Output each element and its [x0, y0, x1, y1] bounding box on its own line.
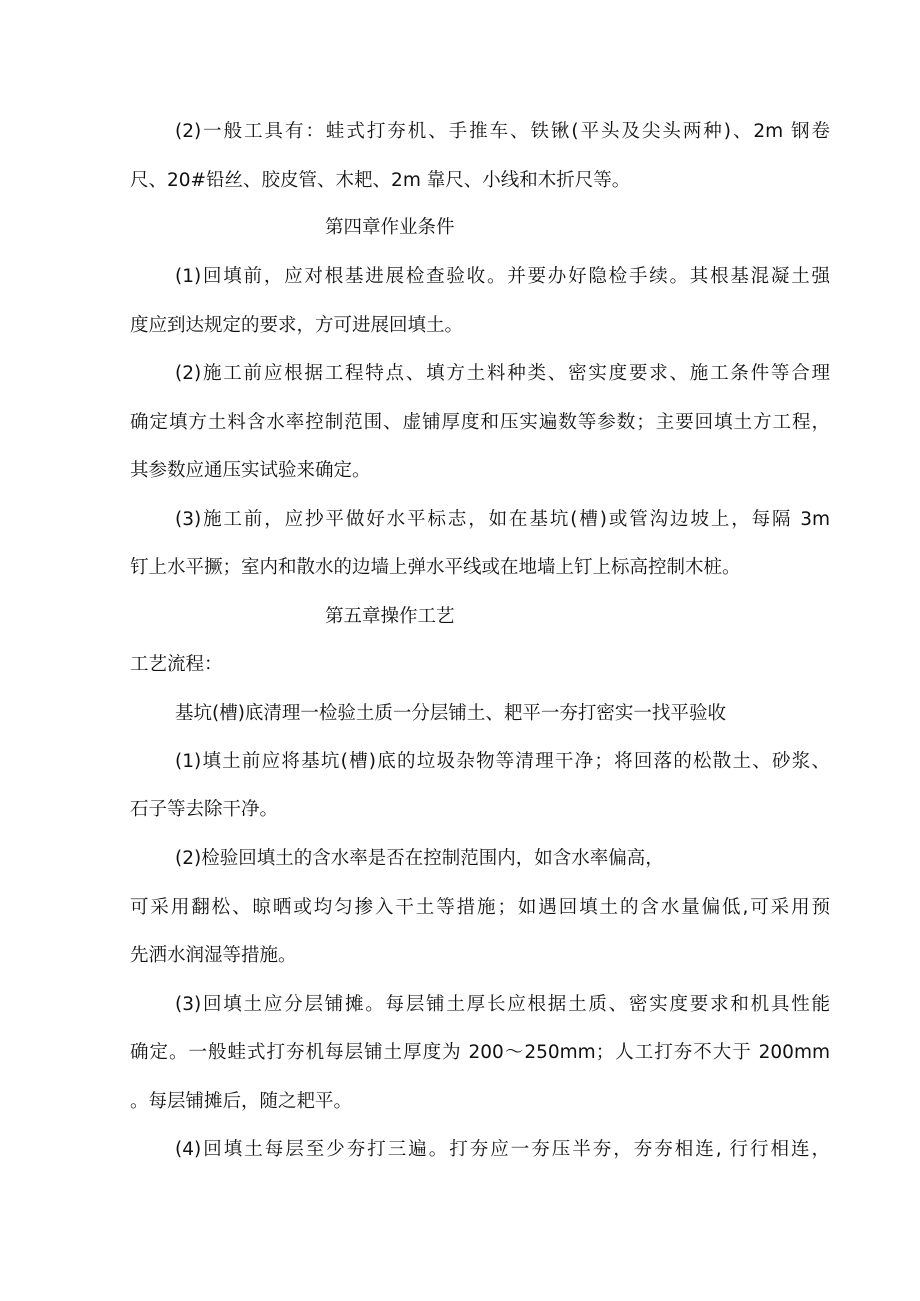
paragraph-line: 钉上水平撅；室内和散水的边墙上弹水平线或在地墙上钉上标高控制木桩。	[130, 557, 741, 578]
paragraph-line: 。每层铺摊后，随之耙平。	[130, 1091, 353, 1112]
paragraph-line: 可采用翻松、晾晒或均匀掺入干土等措施；如遇回填土的含水量偏低,可采用预	[130, 897, 830, 918]
paragraph-line: 确定。一般蛙式打夯机每层铺土厚度为 200～250mm；人工打夯不大于 200mm	[130, 1042, 830, 1063]
paragraph-line: (1)填土前应将基坑(槽)底的垃圾杂物等清理干净；将回落的松散土、砂浆、	[175, 751, 830, 772]
paragraph-line: (3)回填土应分层铺摊。每层铺土厚长应根据土质、密实度要求和机具性能	[175, 994, 830, 1015]
paragraph-line: 度应到达规定的要求，方可进展回填土。	[130, 315, 464, 336]
section-label: 工艺流程：	[130, 654, 223, 675]
paragraph-line: 尺、20#铅丝、胶皮管、木耙、2m 靠尺、小线和木折尺等。	[130, 170, 631, 191]
paragraph-line: (4)回填土每层至少夯打三遍。打夯应一夯压半夯，夯夯相连, 行行相连，	[175, 1139, 830, 1160]
paragraph-line: (2)施工前应根据工程特点、填方土料种类、密实度要求、施工条件等合理	[175, 363, 830, 384]
paragraph-line: 其参数应通压实试验来确定。	[130, 460, 371, 481]
chapter-heading: 第四章作业条件	[325, 217, 455, 238]
paragraph-line: (2)一般工具有：蛙式打夯机、手推车、铁锹(平头及尖头两种)、2m 钢卷	[175, 121, 830, 142]
process-flow: 基坑(槽)底清理一检验土质一分层铺土、耙平一夯打密实一找平验收	[175, 703, 726, 724]
paragraph-line: (2)检验回填土的含水率是否在控制范围内，如含水率偏高，	[175, 848, 664, 869]
paragraph-line: 确定填方土料含水率控制范围、虚铺厚度和压实遍数等参数；主要回填土方工程，	[130, 412, 830, 433]
chapter-heading: 第五章操作工艺	[325, 606, 455, 627]
paragraph-line: 先洒水润湿等措施。	[130, 945, 297, 966]
paragraph-line: (1)回填前，应对根基进展检查验收。并要办好隐检手续。其根基混凝土强	[175, 266, 830, 287]
paragraph-line: (3)施工前，应抄平做好水平标志，如在基坑(槽)或管沟边坡上，每隔 3m	[175, 509, 830, 530]
paragraph-line: 石子等去除干净。	[130, 799, 279, 820]
